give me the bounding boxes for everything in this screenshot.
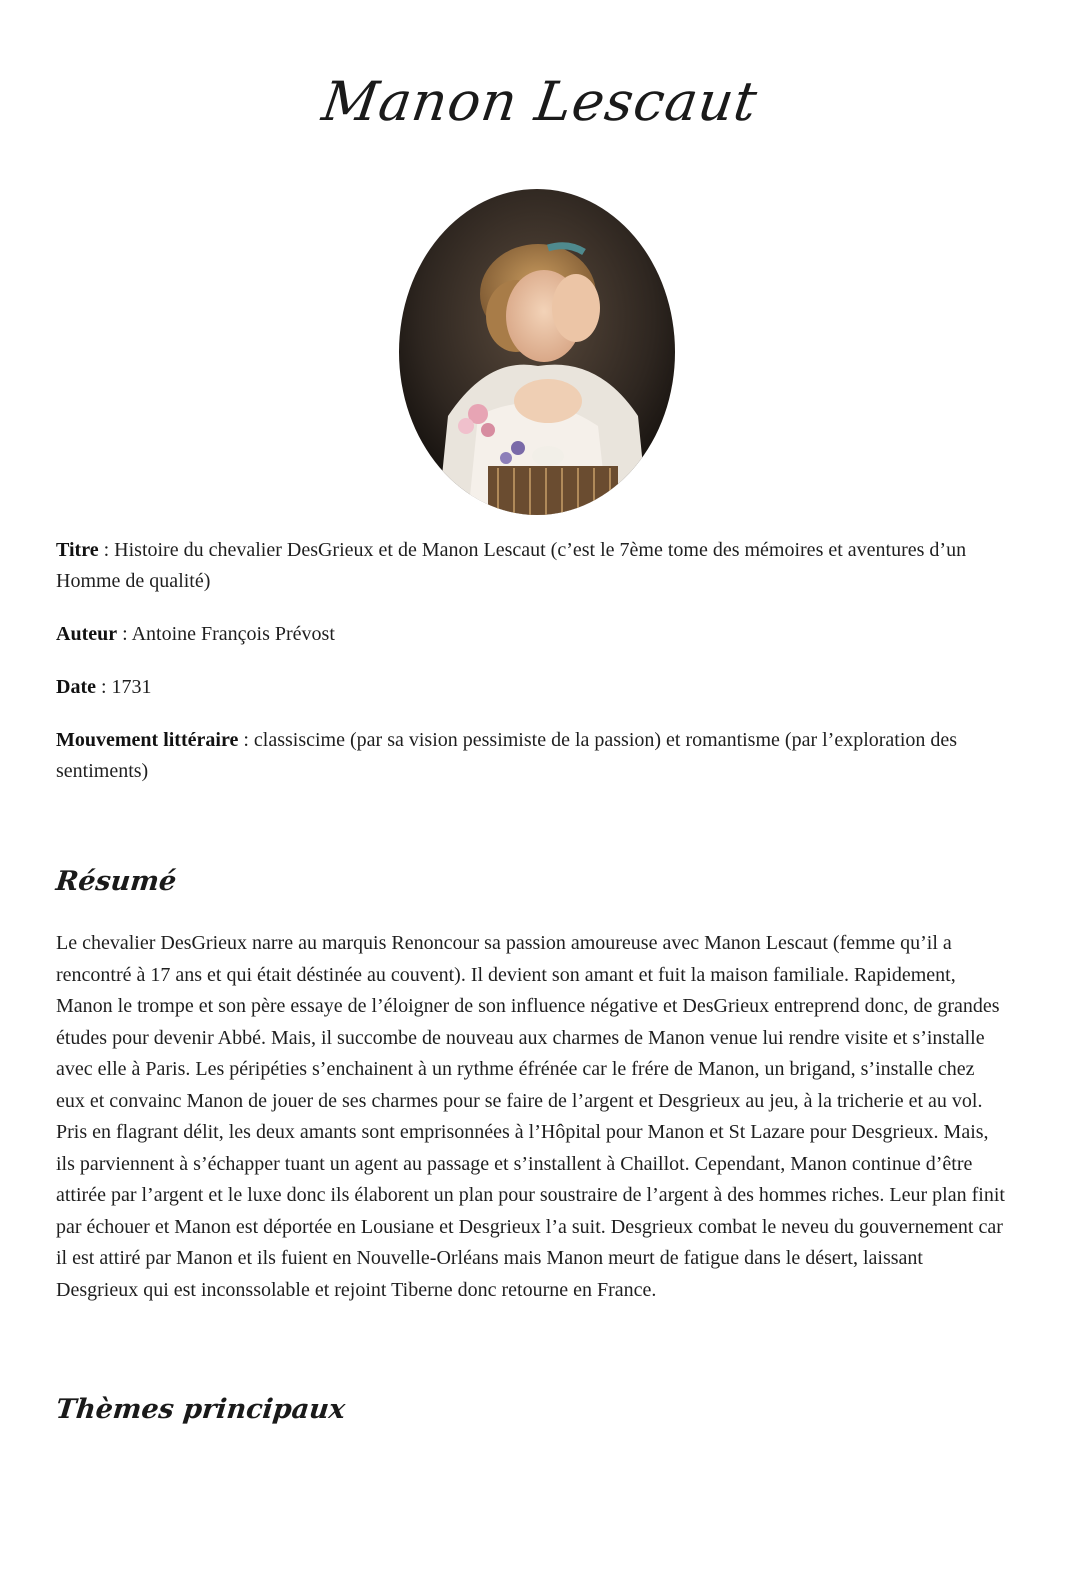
field-mouvement-value: classiscime (par sa vision pessimiste de la passion) et romantisme (par l’exploration des sentiments): [56, 729, 958, 782]
field-separator: :: [238, 729, 254, 751]
field-titre-label: Titre: [56, 539, 99, 561]
field-auteur: [56, 619, 996, 650]
field-mouvement-label: Mouvement littéraire: [56, 729, 239, 751]
field-titre: [56, 535, 996, 597]
resume-heading: Résumé: [54, 866, 178, 897]
field-date-value: 1731: [111, 676, 152, 698]
field-mouvement: [56, 725, 996, 787]
field-date-label: Date: [56, 676, 96, 698]
resume-paragraph: Le chevalier DesGrieux narre au marquis Renoncour sa passion amoureuse avec Manon Lescaut (femme qu’il a rencontré à 17 ans et qui était déstinée au couvent). Il devient son amant et fuit la maison familiale. Rapidement, Manon le trompe et son père essaye de l’éloigner de son influence négative et DesGrieux entreprend donc, de grandes études pour devenir Abbé. Mais, il succombe de nouveau aux charmes de Manon venue lui rendre visite et s’installe avec elle à Paris. Les péripéties s’enchainent à un rythme éfrénée car le frére de Manon, un brigand, s’installe chez eux et convainc Manon de jouer de ses charmes pour se faire de l’argent et Desgrieux au jeu, à la tricherie et au vol. Pris en flagrant délit, les deux amants sont emprisonnées à l’Hôpital pour Manon et St Lazare pour Desgrieux. Mais, ils parviennent à s’échapper tuant un agent au passage et s’installent à Chaillot. Cependant, Manon continue d’être attirée par l’argent et le luxe donc ils élaborent un plan pour soustraire de l’argent à des hommes riches. Leur plan finit par échouer et Manon est déportée en Lousiane et Desgrieux l’a suit. Desgrieux combat le neveu du gouvernement car il est attiré par Manon et ils fuient en Nouvelle-Orléans mais Manon meurt de fatigue dans le désert, laissant Desgrieux qui est inconssolable et rejoint Tiberne donc retourne en France.: [56, 932, 1005, 1301]
field-auteur-value: Antoine François Prévost: [131, 623, 335, 645]
field-date: [56, 672, 996, 703]
themes-heading: Thèmes principaux: [54, 1394, 347, 1425]
field-separator: :: [98, 539, 115, 561]
field-auteur-label: Auteur: [56, 623, 118, 645]
field-separator: :: [117, 623, 132, 645]
page-title: Manon Lescaut: [318, 70, 762, 133]
portrait-image: [398, 186, 676, 516]
field-separator: :: [95, 676, 112, 698]
oval-painting-portrait-icon: [398, 186, 676, 516]
field-titre-value: Histoire du chevalier DesGrieux et de Manon Lescaut (c’est le 7ème tome des mémoires et aventures d’un Homme de qualité): [56, 539, 967, 592]
